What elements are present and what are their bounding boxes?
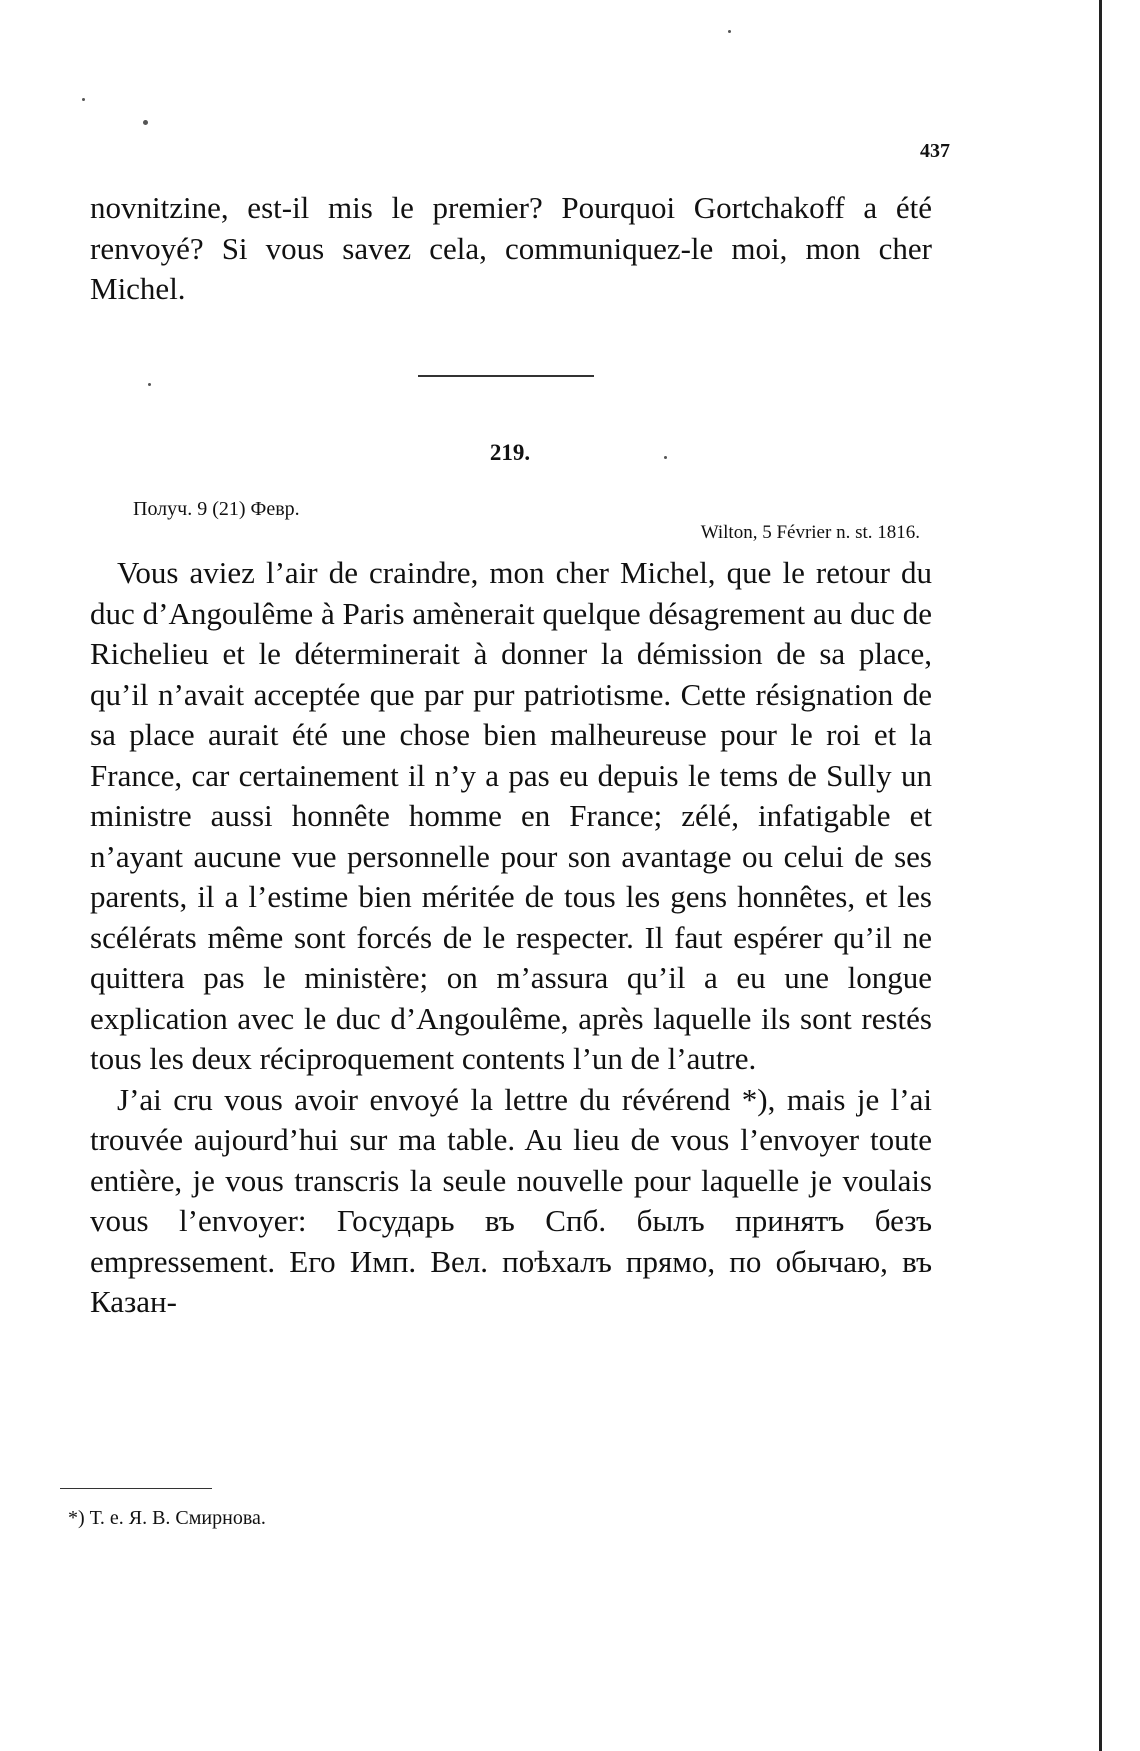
scan-speck bbox=[148, 383, 151, 386]
scan-speck bbox=[728, 30, 731, 33]
paragraph: J’ai cru vous avoir envoyé la lettre du révérend *), mais je l’ai trouvée aujourd’hui sur ma table. Au lieu de vous l’envoyer toute entière, je vous transcris la seule nouvelle pour laquelle je voulais vous l’envoyer: Государь въ Спб. былъ принятъ безъ empressement. Его Имп. Вел. поѣхалъ прямо, по обычаю, въ Казан- bbox=[90, 1081, 932, 1319]
scan-speck bbox=[664, 456, 667, 459]
continued-letter-text bbox=[90, 188, 932, 310]
footnote-divider bbox=[60, 1488, 212, 1489]
section-divider bbox=[418, 375, 594, 377]
received-note: Получ. 9 (21) Февр. bbox=[133, 498, 300, 520]
scan-speck bbox=[82, 98, 85, 101]
letter-number: 219. bbox=[489, 440, 531, 465]
letter-body bbox=[90, 553, 932, 1323]
paragraph: Vous aviez l’air de craindre, mon cher Michel, que le retour du duc d’Angoulême à Paris amènerait quelque désagrement au duc de Richelieu et le déterminerait à donner la démission de sa place, qu’il n’avait acceptée que par pur patriotisme. Cette résignation de sa place aurait été une chose bien malheureuse pour le roi et la France, car certainement il n’y a pas eu depuis le tems de Sully un ministre aussi honnête homme en France; zélé, infatigable et n’ayant aucune vue personnelle pour son avantage ou celui de ses parents, il a l’estime bien méritée de tous les gens honnêtes, et les scélérats même sont forcés de le respecter. Il faut espérer qu’il ne quittera pas le ministère; on m’assura qu’il a eu une longue explication avec le duc d’Angoulême, après laquelle ils sont restés tous les deux réciproquement contents l’un de l’autre. bbox=[90, 555, 932, 1076]
letter-dateline: Wilton, 5 Février n. st. 1816. bbox=[700, 522, 920, 543]
paragraph: novnitzine, est-il mis le premier? Pourquoi Gortchakoff a été renvoyé? Si vous savez cela, communiquez-le moi, mon cher Michel. bbox=[90, 190, 932, 306]
scan-speck bbox=[143, 120, 148, 125]
scan-edge-line bbox=[1099, 0, 1102, 1751]
page-number: 437 bbox=[920, 140, 950, 162]
footnote: *) Т. е. Я. В. Смирнова. bbox=[68, 1507, 266, 1529]
